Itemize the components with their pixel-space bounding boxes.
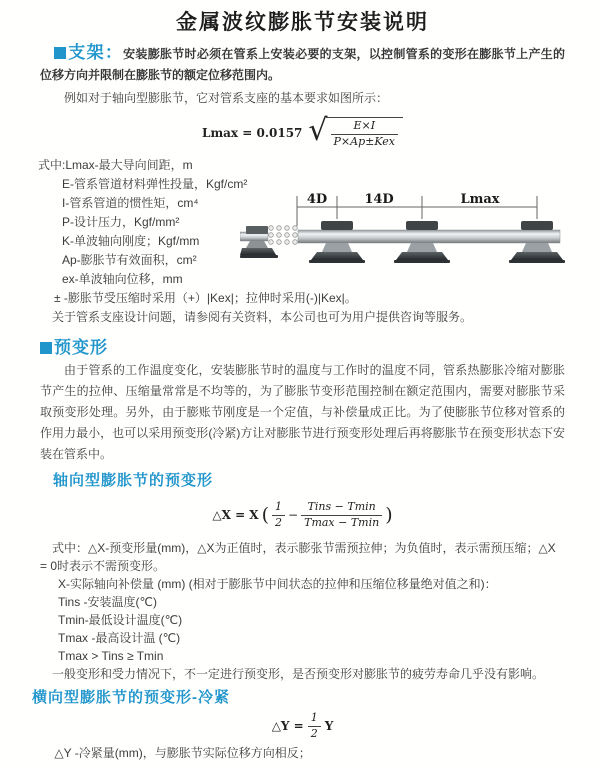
temp-denominator: Tmax − Tmin — [304, 515, 380, 529]
lateral-note-text: △Y -冷紧量(mm)，与膨胀节实际位移方向相反； — [54, 746, 311, 760]
lmax-denominator: P×Ap±Kex — [333, 135, 395, 148]
lmax-formula — [40, 114, 565, 152]
legend-item: ex-单波轴向位移，mm — [62, 272, 183, 286]
half-denominator: 2 — [275, 515, 283, 529]
half-numerator: 1 — [308, 712, 321, 727]
lateral-formula-lhs: △Y = — [271, 719, 304, 733]
lmax-fraction — [331, 120, 398, 148]
lmax-numerator: E×I — [331, 120, 398, 135]
note-line: Tmax -最高设计温 (℃) — [58, 631, 181, 645]
half-fraction — [308, 712, 321, 740]
bellows-icon — [269, 226, 298, 245]
legend-item: P-设计压力，Kgf/mm² — [62, 215, 180, 229]
axial-subheading: 轴向型膨胀节的预变形 — [53, 472, 214, 489]
note-line: X-实际轴向补偿量 (mm) (相对于膨胀节中间状态的拉伸和压缩位移量绝对值之和)： — [58, 577, 497, 591]
open-paren: ( — [261, 504, 270, 526]
note-line: Tins -安装温度(℃) — [58, 595, 158, 609]
page-title: 金属波纹膨胀节安装说明 — [176, 11, 429, 34]
support-intro-text: 安装膨胀节时必须在管系上安装必要的支架，以控制管系的变形在膨胀节上产生的位移方向并限制在膨胀节的额定位移范围内。 — [40, 47, 566, 82]
half-denominator: 2 — [310, 726, 318, 740]
section-bullet-icon — [54, 47, 66, 59]
axial-notes — [40, 539, 565, 683]
note-line: 一般变形和受力情况下，不一定进行预变形，是否预变形对膨胀节的疲劳寿命几乎没有影响。 — [52, 667, 545, 681]
temp-fraction — [301, 501, 382, 529]
temp-numerator: Tins − Tmin — [301, 501, 382, 516]
lateral-formula-rhs: Y — [324, 719, 334, 733]
dimension-label-lmax: Lmax — [460, 192, 500, 207]
radical-sign: √ — [308, 113, 328, 148]
note-line: Tmax > Tins ≥ Tmin — [58, 649, 164, 663]
predeform-section-heading: 预变形 — [54, 338, 108, 357]
section-bullet-icon — [40, 342, 52, 354]
legend-item: I-管系管道的惯性矩，cm⁴ — [62, 196, 199, 210]
legend-item: E-管系管道材料弹性投量，Kgf/cm² — [62, 177, 248, 191]
support-diagram — [240, 190, 600, 275]
axial-formula-lhs: △X = X — [212, 508, 259, 522]
support-diagram-svg — [240, 190, 600, 275]
note-line: 式中：△X-预变形量(mm)，△X为正值时，表示膨张节需预拉伸；为负值时，表示需预压缩；△X = 0时表示不需预变形。 — [40, 541, 556, 573]
note-line: Tmin-最低设计温度(℃) — [58, 613, 183, 627]
support-intro — [40, 42, 565, 86]
dimension-label-4d: 4D — [306, 192, 328, 207]
square-root — [308, 113, 403, 148]
minus-sign: − — [288, 508, 299, 522]
dimension-label-14d: 14D — [364, 192, 394, 207]
close-paren: ) — [385, 504, 393, 526]
predeform-heading-row — [40, 337, 565, 360]
legend-intro: 式中:Lmax-最大导向间距，m — [38, 158, 193, 172]
support-example-text: 例如对于轴向型膨胀节，它对管系支座的基本要求如图所示： — [64, 91, 389, 105]
half-numerator: 1 — [272, 501, 285, 516]
half-fraction — [272, 501, 285, 529]
lateral-subheading: 横向型膨胀节的预变形-冷紧 — [32, 689, 230, 706]
pipe — [298, 230, 560, 243]
lmax-formula-lhs: Lmax = 0.0157 — [202, 126, 303, 140]
predeform-body-text: 由于管系的工作温度变化，安装膨胀节时的温度与工作时的温度不同，管系热膨胀冷缩对膨胀节产生的拉伸、压缩量常常是不均等的，为了膨胀节变形范围控制在额定范围内，需要对膨胀节采取预变形处理。另外，由于膨账节刚度是一个定值，与补偿量成正比。为了使膨胀节位移对管系的作用力最小，也可以采用预变形(冷紧)方让对膨胀节进行预变形处理后再将膨胀节在预变形状态下安装在管系中。 — [40, 363, 565, 461]
legend-item: K-单波轴向刚度；Kgf/mm — [62, 234, 200, 248]
radicand — [326, 117, 403, 148]
support-section-heading: 支架： — [68, 43, 124, 62]
axial-formula — [40, 495, 565, 535]
plusminus-note: ± -膨胀节受压缩时采用（+）|Kex|；拉伸时采用(-)|Kex|。 — [54, 291, 357, 305]
consult-note: 关于管系支座设计问题，请参阅有关资料，本公司也可为用户提供咨询等服务。 — [52, 310, 473, 324]
legend-item: Ap-膨胀节有效面积，cm² — [62, 253, 197, 267]
